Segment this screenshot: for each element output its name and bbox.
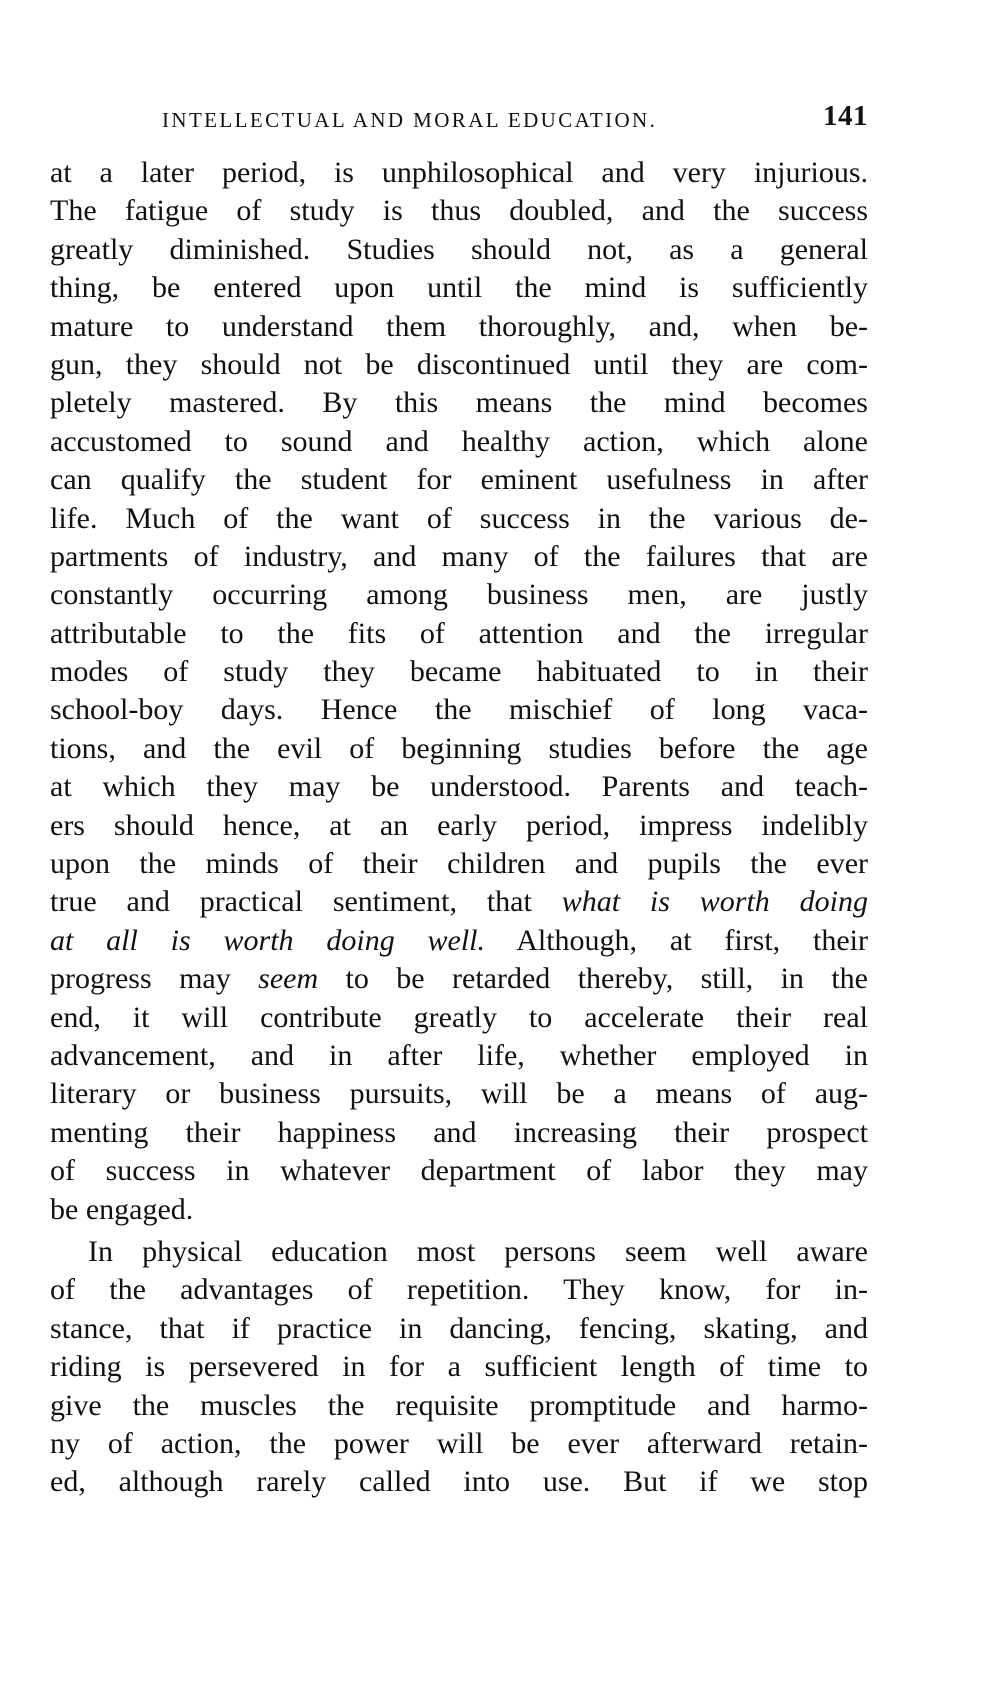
text-line-with-italic <box>50 883 868 921</box>
text-line: attributable to the fits of attention and the irregular <box>50 616 868 650</box>
text-run: progress may <box>50 962 259 996</box>
text-line: accustomed to sound and healthy action, which alone <box>50 424 868 458</box>
text-line: menting their happiness and increasing their prospect <box>50 1115 868 1149</box>
text-line: at a later period, is unphilosophical and very injurious. <box>50 156 868 189</box>
page-header <box>162 100 868 140</box>
text-line: literary or business pursuits, will be a means of aug- <box>50 1077 868 1111</box>
running-head: INTELLECTUAL AND MORAL EDUCATION. <box>162 108 658 132</box>
text-line: greatly diminished. Studies should not, as a general <box>50 232 868 266</box>
body-text <box>50 154 868 1502</box>
paragraph-2 <box>50 1233 868 1502</box>
text-line-with-italic <box>50 922 868 960</box>
text-line: life. Much of the want of success in the various de- <box>50 501 868 535</box>
italic-word: seem <box>258 962 319 996</box>
text-line: The fatigue of study is thus doubled, and the success <box>50 194 868 228</box>
text-run: Although, at first, their <box>485 923 868 957</box>
text-line: modes of study they became habituated to in their <box>50 655 868 689</box>
text-line: ed, although rarely called into use. But if we stop <box>50 1465 868 1499</box>
text-line: partments of industry, and many of the failures that are <box>50 539 868 573</box>
text-line: give the muscles the requisite promptitude and harmo- <box>50 1388 868 1422</box>
italic-phrase: at all is worth doing well. <box>50 923 486 957</box>
text-line: tions, and the evil of beginning studies before the age <box>50 731 868 765</box>
text-line: at which they may be understood. Parents and teach- <box>50 770 868 804</box>
text-line: can qualify the student for eminent usefulness in after <box>50 463 868 497</box>
text-line: pletely mastered. By this means the mind becomes <box>50 386 868 420</box>
text-line-with-italic <box>50 960 868 998</box>
paragraph-1 <box>50 154 868 1229</box>
text-line: riding is persevered in for a sufficient length of time to <box>50 1350 868 1384</box>
text-line: ny of action, the power will be ever afterward retain- <box>50 1426 868 1460</box>
text-run: true and practical sentiment, that <box>50 885 562 919</box>
text-line: mature to understand them thoroughly, and, when be- <box>50 309 868 343</box>
text-line: constantly occurring among business men, are justly <box>50 578 868 612</box>
text-line: be engaged. <box>50 1192 194 1226</box>
text-line: In physical education most persons seem well aware <box>88 1234 868 1268</box>
text-line: upon the minds of their children and pupils the ever <box>50 847 868 881</box>
text-line: ers should hence, at an early period, impress indelibly <box>50 808 868 842</box>
italic-phrase: what is worth doing <box>561 885 868 919</box>
text-line: school-boy days. Hence the mischief of long vaca- <box>50 693 868 727</box>
text-line: advancement, and in after life, whether employed in <box>50 1038 868 1072</box>
text-line: stance, that if practice in dancing, fencing, skating, and <box>50 1311 868 1345</box>
text-line: of the advantages of repetition. They know, for in- <box>50 1273 868 1307</box>
page-number: 141 <box>823 100 868 132</box>
text-line: gun, they should not be discontinued until they are com- <box>50 347 868 381</box>
text-line: thing, be entered upon until the mind is sufficiently <box>50 271 868 305</box>
text-line: end, it will contribute greatly to accelerate their real <box>50 1000 868 1034</box>
text-line: of success in whatever department of labor they may <box>50 1154 868 1188</box>
text-run: to be retarded thereby, still, in the <box>318 962 868 996</box>
